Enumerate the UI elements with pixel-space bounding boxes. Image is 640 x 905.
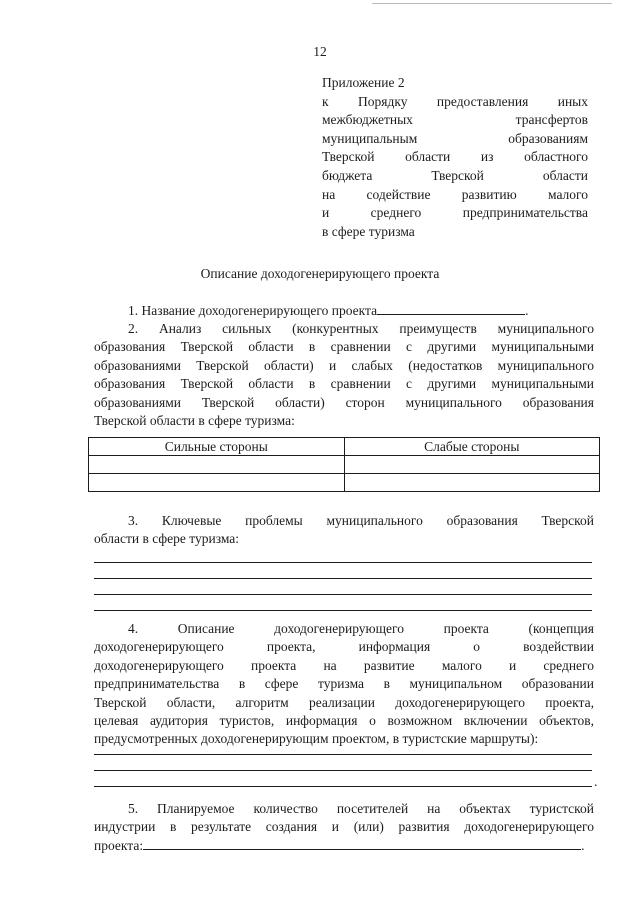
appendix-line: муниципальным образованиям xyxy=(322,130,588,146)
appendix-header xyxy=(322,74,588,241)
answer-line[interactable] xyxy=(94,770,592,771)
item-5-line: индустрии в результате создания и (или) развития доходогенерирующего xyxy=(94,819,594,835)
table-row xyxy=(89,474,600,492)
strengths-cell[interactable] xyxy=(89,474,345,492)
answer-line[interactable] xyxy=(94,594,592,595)
appendix-title: Приложение 2 xyxy=(322,75,405,90)
item-2-line: образования Тверской области в сравнении с другими муниципальными xyxy=(94,339,594,355)
answer-line[interactable] xyxy=(94,578,592,579)
answer-line[interactable] xyxy=(94,754,592,755)
item-4-line: предусмотренных доходогенерирующим проектом, в туристские маршруты): xyxy=(94,731,539,747)
appendix-line: бюджета Тверской области xyxy=(322,167,588,183)
project-name-field[interactable] xyxy=(377,302,525,315)
answer-line[interactable] xyxy=(94,786,592,787)
item-5-end: . xyxy=(581,838,585,853)
item-4-end: . xyxy=(594,774,598,789)
item-4-line: 4. Описание доходогенерирующего проекта (концепция xyxy=(128,621,594,636)
strengths-cell[interactable] xyxy=(89,456,345,474)
item-4-line: доходогенерирующего проекта, информация о воздействии xyxy=(94,639,594,655)
item-4-line: целевая аудитория туристов, информация о возможном включении объектов, xyxy=(94,713,594,729)
item-1-text: 1. Название доходогенерирующего проекта xyxy=(128,303,378,318)
appendix-line: к Порядку предоставления иных xyxy=(322,93,588,109)
weaknesses-cell[interactable] xyxy=(344,456,600,474)
visitor-count-field[interactable] xyxy=(143,837,581,850)
item-5 xyxy=(94,800,594,837)
item-2-line: образования Тверской области в сравнении с другими муниципальными xyxy=(94,376,594,392)
item-3-line: области в сфере туризма: xyxy=(94,531,240,547)
item-4-line: доходогенерирующего проекта на развитие малого и среднего xyxy=(94,657,594,673)
appendix-line: Тверской области из областного xyxy=(322,149,588,165)
item-5-line: 5. Планируемое количество посетителей на объектах туристской xyxy=(128,801,594,816)
item-2-line: образованиями Тверской области) сторон муниципального образования xyxy=(94,394,594,410)
item-2-line: 2. Анализ сильных (конкурентных преимуществ муниципального xyxy=(128,321,594,336)
item-2-line: Тверской области в сфере туризма: xyxy=(94,413,295,429)
strengths-header: Сильные стороны xyxy=(89,438,345,456)
appendix-line: и среднего предпринимательства xyxy=(322,205,588,221)
item-1 xyxy=(128,302,598,319)
appendix-line: на содействие развитию малого xyxy=(322,186,588,202)
item-5-last-line xyxy=(94,837,604,854)
item-4-line: Тверской области, алгоритм реализации доходогенерирующего проекта, xyxy=(94,694,594,710)
table-header-row xyxy=(89,438,600,456)
weaknesses-cell[interactable] xyxy=(344,474,600,492)
scan-artifact xyxy=(372,3,612,4)
item-5-last-label: проекта: xyxy=(94,838,144,853)
table-row xyxy=(89,456,600,474)
item-3 xyxy=(94,512,594,549)
item-4 xyxy=(94,620,594,749)
item-1-end: . xyxy=(525,303,529,318)
weaknesses-header: Слабые стороны xyxy=(344,438,600,456)
answer-line[interactable] xyxy=(94,562,592,563)
appendix-line: межбюджетных трансфертов xyxy=(322,112,588,128)
appendix-line: в сфере туризма xyxy=(322,223,415,239)
answer-line[interactable] xyxy=(94,610,592,611)
item-2-line: образованиями Тверской области) и слабых (недостатков муниципального xyxy=(94,357,594,373)
page-number: 12 xyxy=(313,44,327,59)
item-3-line: 3. Ключевые проблемы муниципального образования Тверской xyxy=(128,513,594,528)
item-2 xyxy=(94,320,594,430)
strengths-weaknesses-table xyxy=(88,437,600,492)
document-title: Описание доходогенерирующего проекта xyxy=(200,266,440,281)
item-4-line: предпринимательства в сфере туризма в муниципальном образовании xyxy=(94,676,594,692)
